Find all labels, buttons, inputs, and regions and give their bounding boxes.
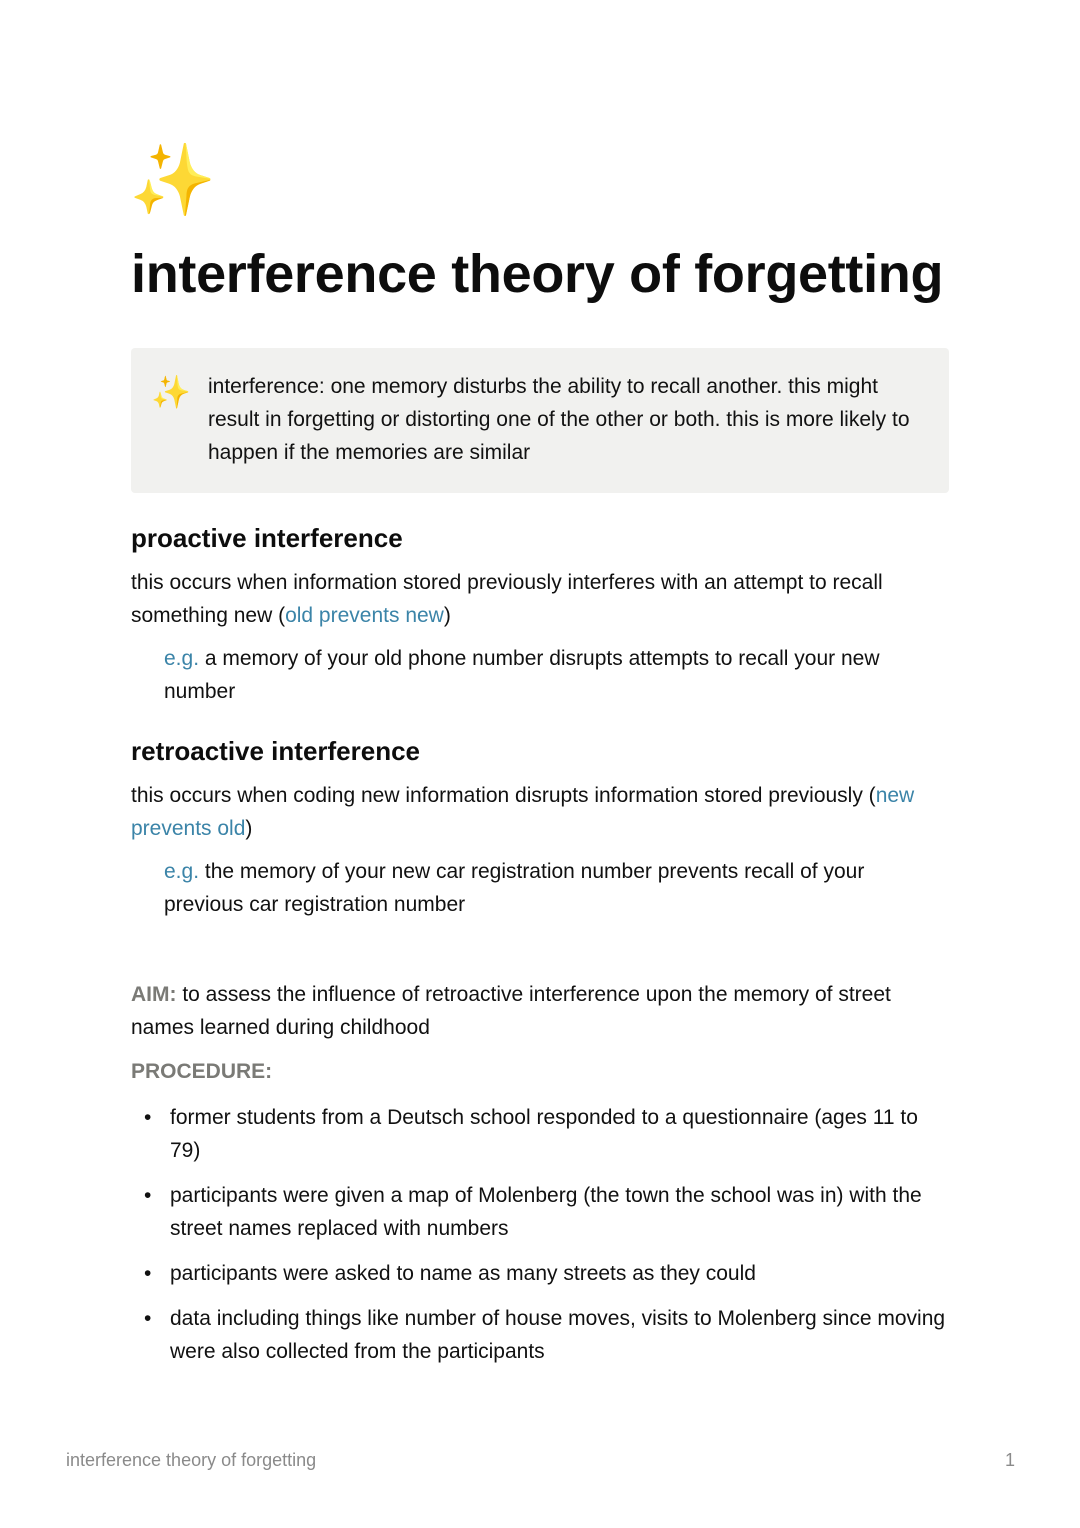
aim-paragraph bbox=[131, 978, 949, 1044]
callout-text: interference: one memory disturbs the ability to recall another. this might result in forgetting or distorting one of the other or both. this is more likely to happen if the memories are similar bbox=[208, 375, 910, 464]
proactive-highlight: old prevents new bbox=[285, 604, 444, 627]
procedure-list bbox=[131, 1101, 949, 1368]
list-item-text: participants were asked to name as many streets as they could bbox=[170, 1262, 756, 1285]
proactive-heading: proactive interference bbox=[131, 523, 403, 553]
retroactive-desc-text: this occurs when coding new information disrupts information stored previously ( bbox=[131, 784, 876, 807]
retroactive-heading: retroactive interference bbox=[131, 736, 421, 766]
bullet-icon: • bbox=[144, 1106, 152, 1129]
sparkles-icon: ✨ bbox=[151, 374, 191, 410]
list-item-text: participants were given a map of Molenberg (the town the school was in) with the street names replaced with numbers bbox=[170, 1184, 922, 1240]
sparkles-icon: ✨ bbox=[129, 141, 217, 219]
retroactive-description bbox=[131, 779, 949, 845]
aim-text: to assess the influence of retroactive interference upon the memory of street names learned during childhood bbox=[131, 983, 891, 1039]
footer-title: interference theory of forgetting bbox=[66, 1450, 317, 1470]
list-item bbox=[131, 1179, 949, 1245]
definition-callout bbox=[131, 348, 949, 493]
example-label: e.g. bbox=[164, 647, 200, 670]
list-item-text: former students from a Deutsch school responded to a questionnaire (ages 11 to 79) bbox=[170, 1106, 918, 1162]
bullet-icon: • bbox=[144, 1307, 152, 1330]
bullet-icon: • bbox=[144, 1262, 152, 1285]
list-item bbox=[131, 1257, 949, 1290]
list-item bbox=[131, 1101, 949, 1167]
list-item bbox=[131, 1302, 949, 1368]
proactive-desc-text: this occurs when information stored previously interferes with an attempt to recall something new ( bbox=[131, 571, 883, 627]
retroactive-desc-suffix: ) bbox=[245, 817, 253, 840]
procedure-label: PROCEDURE: bbox=[131, 1060, 273, 1083]
page-title: interference theory of forgetting bbox=[131, 244, 944, 304]
proactive-description bbox=[131, 566, 949, 632]
list-item-text: data including things like number of house moves, visits to Molenberg since moving were also collected from the participants bbox=[170, 1307, 946, 1363]
example-text: a memory of your old phone number disrupts attempts to recall your new number bbox=[164, 647, 880, 703]
example-label: e.g. bbox=[164, 860, 200, 883]
page-content bbox=[131, 140, 949, 1380]
example-text: the memory of your new car registration number prevents recall of your previous car registration number bbox=[164, 860, 865, 916]
aim-label: AIM: bbox=[131, 983, 177, 1006]
proactive-desc-suffix: ) bbox=[443, 604, 451, 627]
bullet-icon: • bbox=[144, 1184, 152, 1207]
retroactive-example bbox=[131, 855, 949, 921]
proactive-example bbox=[131, 642, 949, 708]
retroactive-highlight: new prevents old bbox=[131, 784, 915, 840]
page-number: 1 bbox=[1004, 1450, 1015, 1470]
